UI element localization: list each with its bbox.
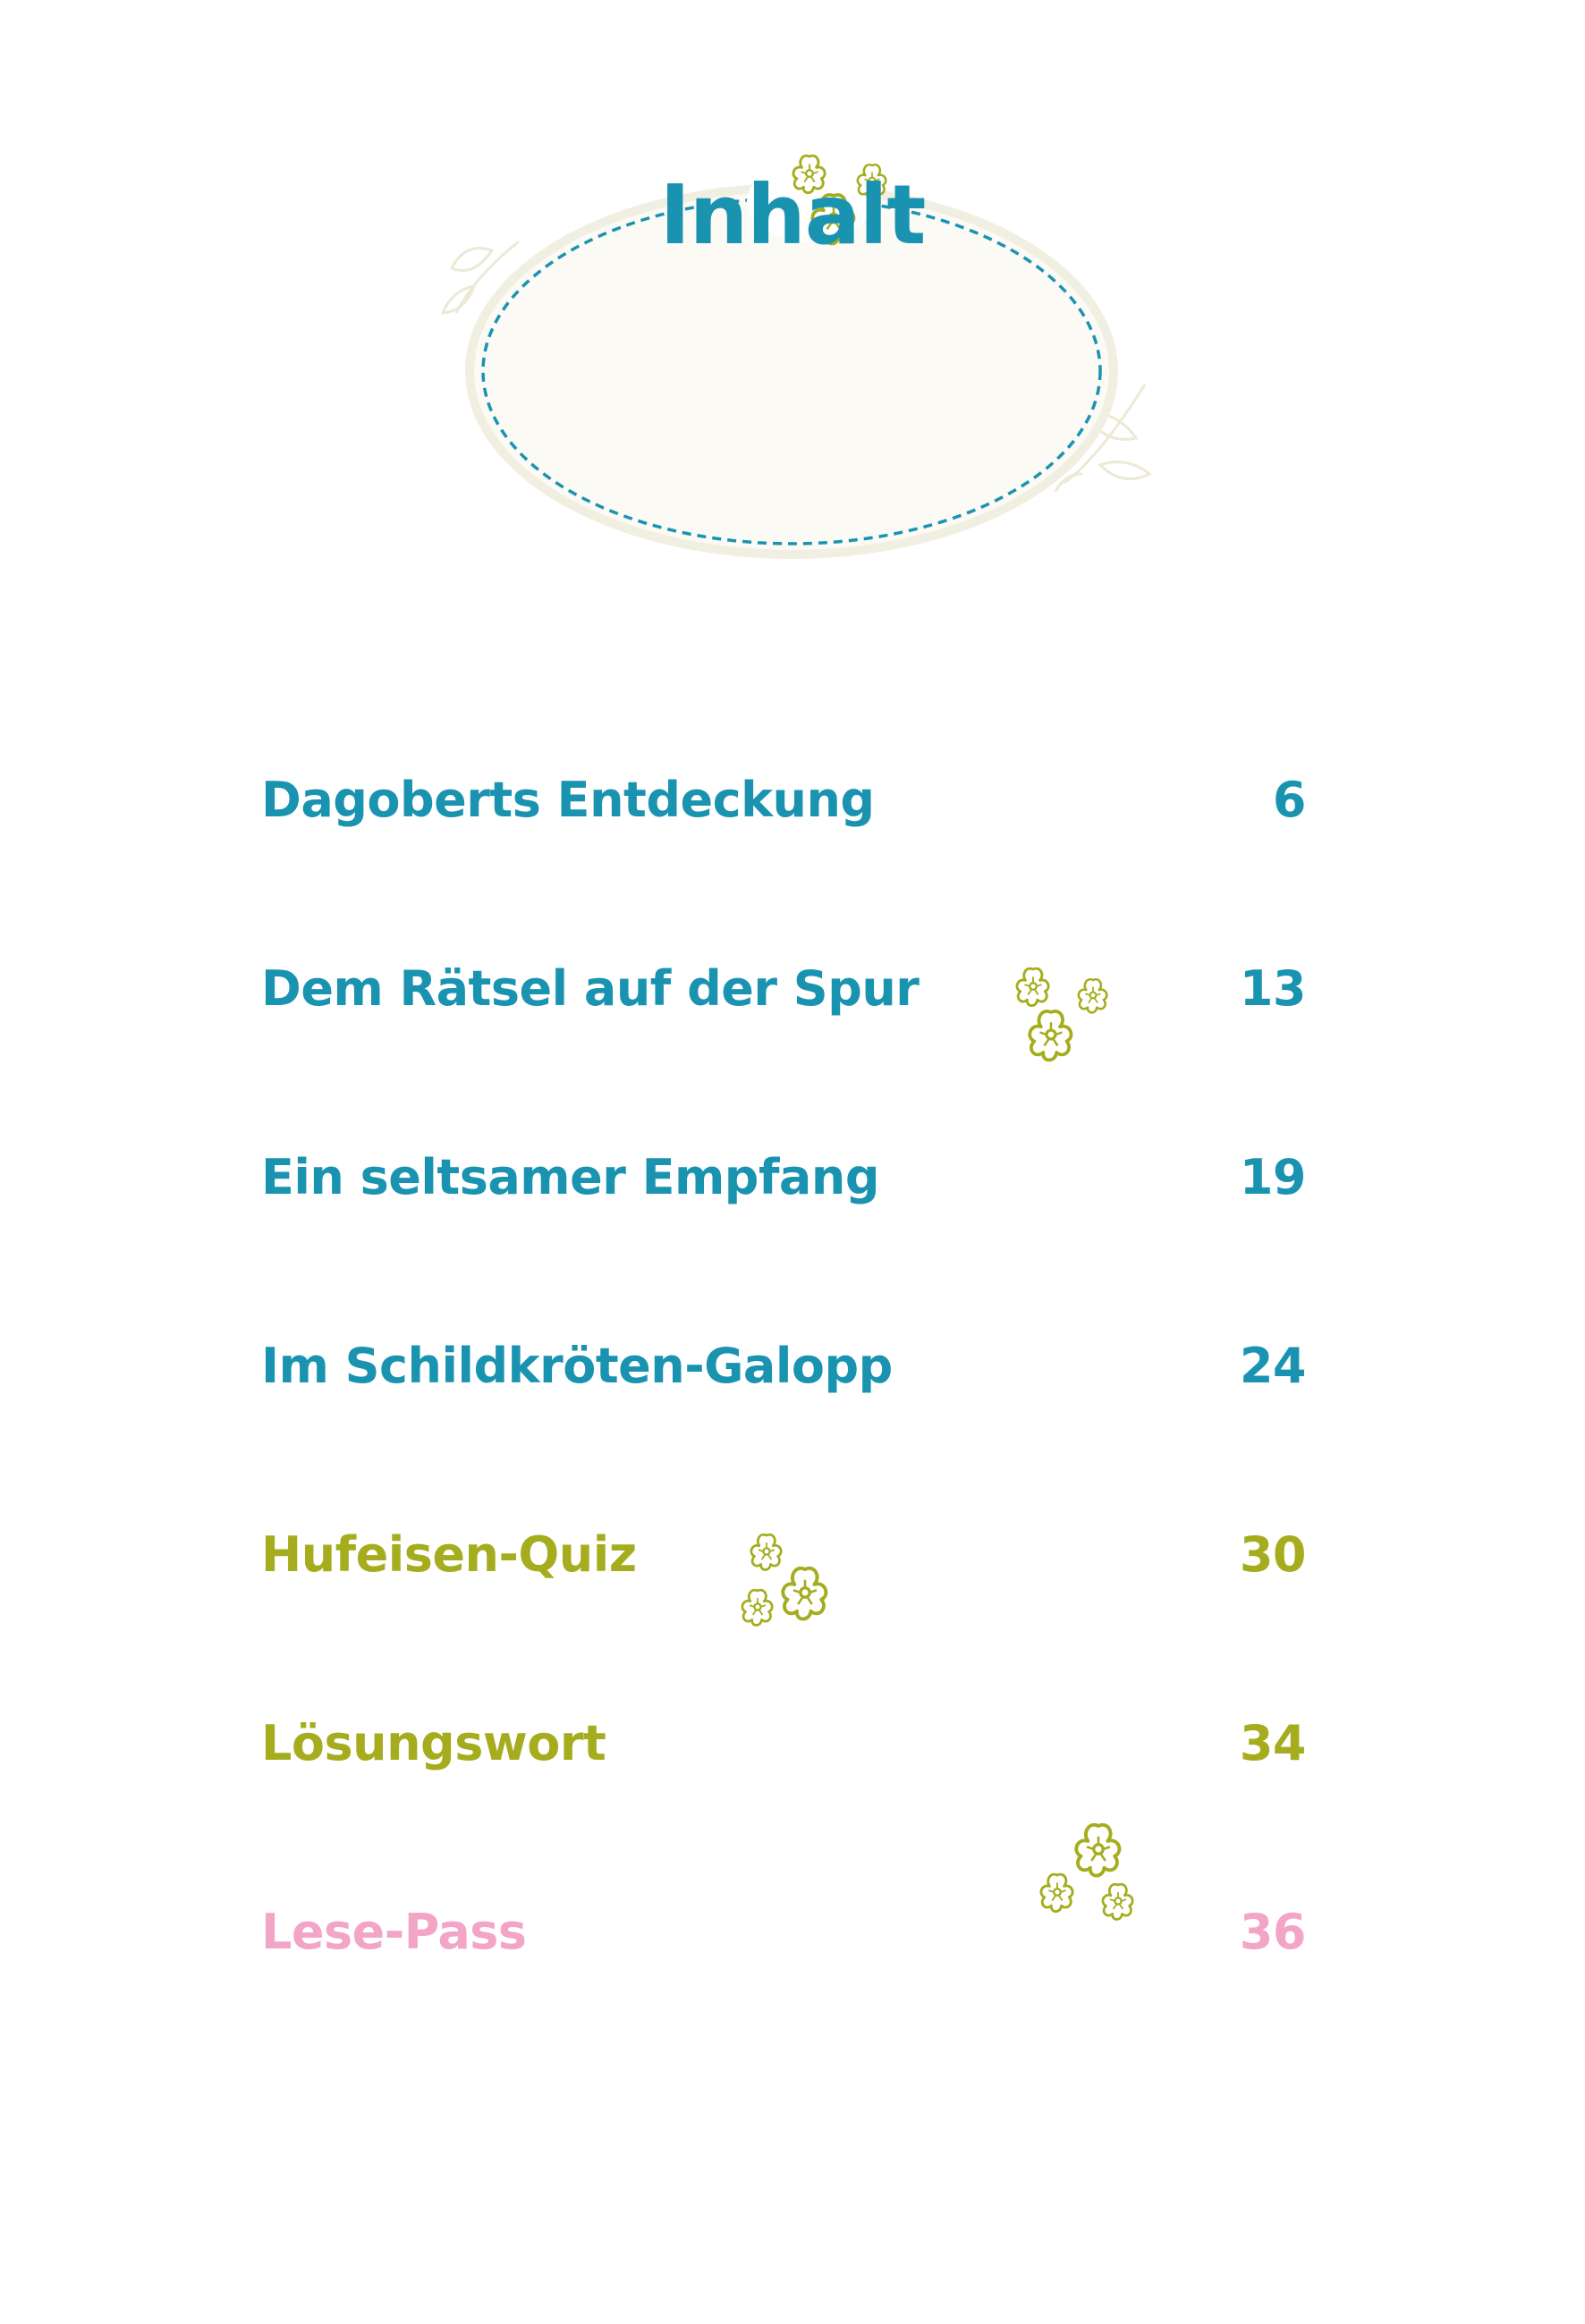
toc-entry-title: Lese-Pass [261, 1904, 527, 1960]
toc-entry-page: 6 [1272, 772, 1306, 828]
flower-cluster-icon [729, 1525, 854, 1632]
toc-entry-title: Dagoberts Entdeckung [261, 772, 875, 828]
toc-entry-title: Lösungswort [261, 1715, 606, 1771]
toc-entry-page: 30 [1239, 1526, 1306, 1583]
toc-entry-title: Dem Rätsel auf der Spur [261, 960, 920, 1017]
toc-entry-page: 36 [1239, 1904, 1306, 1960]
toc-entry-page: 34 [1239, 1715, 1306, 1771]
toc-entry-title: Im Schildkröten-Galopp [261, 1338, 893, 1394]
toc-entry[interactable] [261, 1149, 1306, 1342]
page-title: Inhalt [659, 167, 926, 263]
flower-cluster-icon [1030, 1815, 1156, 1931]
toc-entry[interactable] [261, 1338, 1306, 1531]
toc-entry[interactable] [261, 1904, 1306, 2097]
toc-entry-title: Ein seltsamer Empfang [261, 1149, 879, 1205]
toc-entry-page: 13 [1239, 960, 1306, 1017]
flower-cluster-icon [1002, 961, 1127, 1069]
toc-entry[interactable] [261, 960, 1306, 1154]
toc-entry-title: Hufeisen-Quiz [261, 1526, 637, 1583]
toc-entry-page: 19 [1239, 1149, 1306, 1205]
toc-entry-page: 24 [1239, 1338, 1306, 1394]
toc-entry[interactable] [261, 772, 1306, 965]
